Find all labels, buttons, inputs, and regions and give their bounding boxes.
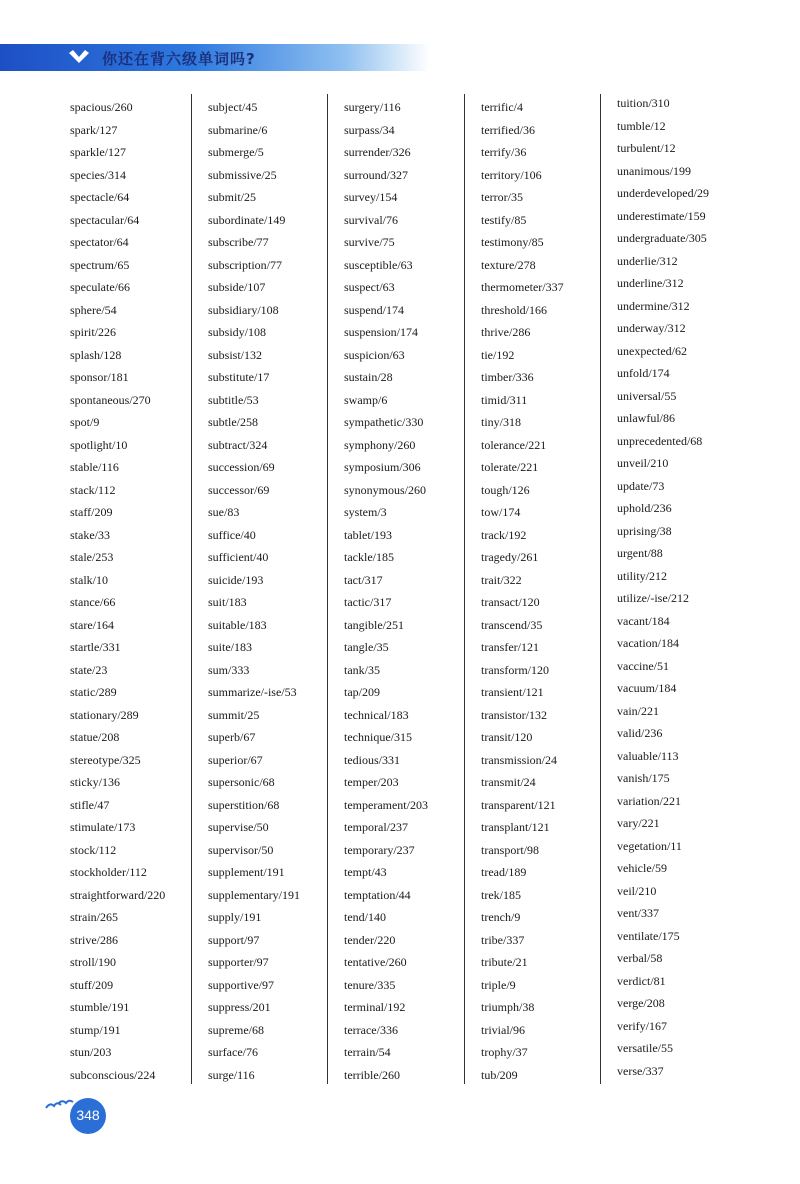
vocab-entry: transplant/121 [481,820,550,834]
vocab-entry: superior/67 [208,752,263,767]
vocab-entry: symphony/260 [344,437,416,452]
vocab-entry: stun/203 [70,1045,112,1059]
vocab-entry: tragedy/261 [481,550,539,564]
vocab-entry: surface/76 [208,1045,258,1059]
vocab-entry: underlie/312 [617,253,678,268]
vocab-entry: submissive/25 [208,167,277,182]
vocab-entry: trivial/96 [481,1022,525,1037]
vocab-entry: swamp/6 [344,392,388,407]
column-divider [600,94,601,1084]
vocab-entry: subtract/324 [208,437,268,452]
vocab-entry: versatile/55 [617,1041,673,1055]
vocab-entry: transit/120 [481,730,533,744]
vocab-entry: tenure/335 [344,977,396,992]
vocab-entry: staff/209 [70,505,113,519]
vocab-entry: surgery/116 [344,100,401,114]
vocab-entry: terrace/336 [344,1022,398,1037]
vocab-entry: speculate/66 [70,280,130,294]
vocab-entry: verbal/58 [617,951,663,965]
vocab-entry: tangle/35 [344,640,389,654]
vocab-entry: timber/336 [481,370,534,384]
vocab-entry: turbulent/12 [617,141,676,155]
vocab-entry: timid/311 [481,392,528,407]
vocab-entry: sphere/54 [70,302,117,317]
vocab-entry: transparent/121 [481,797,556,812]
vocab-entry: tread/189 [481,865,527,879]
vocab-entry: susceptible/63 [344,257,413,272]
vocab-entry: suit/183 [208,595,247,609]
vocab-entry: suite/183 [208,640,252,654]
vocab-entry: tiny/318 [481,415,522,429]
vocab-entry: terminal/192 [344,1000,406,1014]
vocab-entry: vehicle/59 [617,861,667,875]
vocab-entry: vacant/184 [617,613,670,628]
vocab-entry: suppress/201 [208,1000,271,1014]
vocab-entry: veil/210 [617,883,657,898]
vocab-entry: superb/67 [208,730,256,744]
vocab-entry: suicide/193 [208,572,264,587]
vocab-entry: valuable/113 [617,748,679,763]
vocab-entry: transfer/121 [481,640,539,654]
vocab-entry: tackle/185 [344,550,394,564]
vocab-entry: tempt/43 [344,865,387,879]
vocab-entry: stock/112 [70,842,117,857]
vocab-entry: summarize/-ise/53 [208,685,297,699]
vocab-entry: uphold/236 [617,501,672,515]
vocab-entry: support/97 [208,932,260,947]
vocab-entry: suspect/63 [344,280,395,294]
vocab-entry: supply/191 [208,910,262,924]
vocab-entry: verdict/81 [617,973,666,988]
vocab-entry: superstition/68 [208,797,280,812]
vocab-entry: supreme/68 [208,1022,264,1037]
vocab-entry: subsidiary/108 [208,302,279,317]
vocab-entry: subside/107 [208,280,266,294]
vocab-entry: temporal/237 [344,820,408,834]
vocab-entry: spirit/226 [70,325,117,339]
vocab-entry: sum/333 [208,662,250,677]
vocab-entry: unprecedented/68 [617,433,703,448]
vocab-entry: stifle/47 [70,797,110,812]
word-column-2 [208,96,338,1086]
vocab-entry: vacuum/184 [617,681,677,695]
vocab-entry: temperament/203 [344,797,428,812]
vocab-entry: system/3 [344,505,387,519]
vocab-entry: triumph/38 [481,1000,535,1014]
vocab-entry: tedious/331 [344,752,400,767]
vocab-entry: survival/76 [344,212,398,227]
checkmark-icon [68,49,90,67]
vocab-entry: strain/265 [70,910,118,924]
vocab-entry: temporary/237 [344,842,415,857]
vocab-entry: stalk/10 [70,572,108,587]
vocab-entry: undergraduate/305 [617,231,707,245]
vocab-entry: tribute/21 [481,955,528,969]
vocab-entry: stereotype/325 [70,752,141,767]
vocab-entry: valid/236 [617,726,663,740]
vocab-entry: underdeveloped/29 [617,186,709,200]
vocab-entry: spectrum/65 [70,257,130,272]
page-number: 348 [76,1107,100,1123]
word-column-4 [481,96,611,1086]
vocab-entry: underway/312 [617,321,686,335]
word-column-3 [344,96,474,1086]
vocab-entry: subject/45 [208,100,258,114]
vocab-entry: tolerance/221 [481,437,547,452]
vocab-entry: stake/33 [70,527,110,542]
vocab-entry: suffice/40 [208,527,256,542]
vocab-entry: transistor/132 [481,707,547,722]
vocab-entry: stimulate/173 [70,820,136,834]
page-number-badge [40,1096,120,1142]
vocab-entry: surround/327 [344,167,408,182]
vocab-entry: undermine/312 [617,298,690,313]
vocab-entry: supplement/191 [208,865,285,879]
vocab-entry: vaccine/51 [617,658,669,673]
vocab-entry: terrible/260 [344,1067,400,1082]
vocab-entry: ventilate/175 [617,928,680,943]
vocab-entry: succession/69 [208,460,275,474]
vocab-entry: submit/25 [208,190,257,204]
vocab-entry: technique/315 [344,730,412,744]
vocab-entry: tolerate/221 [481,460,539,474]
vocab-entry: successor/69 [208,482,270,497]
vocab-entry: tie/192 [481,347,515,362]
vocab-entry: tend/140 [344,910,386,924]
vocab-entry: transform/120 [481,662,549,677]
vocab-entry: vain/221 [617,703,659,718]
vocab-entry: stable/116 [70,460,119,474]
vocab-entry: tow/174 [481,505,521,519]
column-divider [191,94,192,1084]
vocab-entry: tangible/251 [344,617,404,632]
vocab-entry: verse/337 [617,1063,664,1078]
vocab-entry: survey/154 [344,190,398,204]
vocab-entry: sparkle/127 [70,145,126,159]
vocab-entry: supervisor/50 [208,842,274,857]
vocab-entry: sufficient/40 [208,550,269,564]
vocab-entry: stockholder/112 [70,865,147,879]
vocab-entry: tub/209 [481,1067,518,1082]
vocab-entry: uprising/38 [617,523,672,538]
vocab-entry: stuff/209 [70,977,114,992]
vocab-entry: subordinate/149 [208,212,286,227]
vocab-entry: subtitle/53 [208,392,259,407]
vocab-entry: tactic/317 [344,595,392,609]
vocab-entry: tender/220 [344,932,396,947]
vocab-entry: tumble/12 [617,118,666,133]
vocab-entry: statue/208 [70,730,120,744]
vocab-entry: supplementary/191 [208,887,300,902]
vocab-entry: threshold/166 [481,302,547,317]
vocab-entry: vacation/184 [617,636,679,650]
vocab-entry: stationary/289 [70,707,139,722]
vocab-entry: transact/120 [481,595,540,609]
vocab-entry: sustain/28 [344,370,393,384]
vocab-entry: subsidy/108 [208,325,267,339]
vocab-entry: transmission/24 [481,752,558,767]
vocab-entry: spectacle/64 [70,190,130,204]
vocab-entry: splash/128 [70,347,122,362]
vocab-entry: supersonic/68 [208,775,275,789]
vocab-entry: terrain/54 [344,1045,391,1059]
word-column-5 [617,92,747,1082]
vocab-entry: trench/9 [481,910,521,924]
vocab-entry: vent/337 [617,906,659,920]
vocab-entry: subscribe/77 [208,235,269,249]
vocab-entry: temper/203 [344,775,399,789]
vocab-entry: spectator/64 [70,235,129,249]
vocab-entry: tank/35 [344,662,380,677]
vocab-entry: symposium/306 [344,460,421,474]
vocab-entry: submerge/5 [208,145,264,159]
vocab-entry: subscription/77 [208,257,282,272]
vocab-entry: utilize/-ise/212 [617,591,689,605]
vocab-entry: static/289 [70,685,117,699]
vocab-entry: terrified/36 [481,122,535,137]
vocab-entry: update/73 [617,478,665,493]
vocab-entry: thermometer/337 [481,280,564,294]
vocab-entry: spectacular/64 [70,212,140,227]
vocab-entry: sue/83 [208,505,240,519]
vocab-entry: stump/191 [70,1022,121,1037]
vocab-entry: temptation/44 [344,887,411,902]
vocab-entry: suspension/174 [344,325,419,339]
vocab-entry: transport/98 [481,842,539,857]
vocab-entry: species/314 [70,167,126,182]
vocab-entry: surge/116 [208,1067,255,1082]
vocab-entry: unfold/174 [617,366,670,380]
column-divider [464,94,465,1084]
vocab-entry: verge/208 [617,996,665,1010]
vocab-entry: verify/167 [617,1018,667,1033]
vocab-entry: supporter/97 [208,955,269,969]
vocab-entry: stumble/191 [70,1000,130,1014]
vocab-entry: vegetation/11 [617,838,682,853]
vocab-entry: thrive/286 [481,325,531,339]
header-banner [0,44,430,71]
vocab-entry: straightforward/220 [70,887,166,902]
vocab-entry: trek/185 [481,887,521,902]
vocab-entry: subsist/132 [208,347,263,362]
vocab-entry: tribe/337 [481,932,525,947]
vocab-entry: sympathetic/330 [344,415,424,429]
vocab-entry: tablet/193 [344,527,392,542]
vocab-entry: suspend/174 [344,302,404,317]
vocab-entry: spotlight/10 [70,437,128,452]
vocab-entry: sticky/136 [70,775,120,789]
vocab-entry: unveil/210 [617,456,669,470]
vocab-entry: trait/322 [481,572,522,587]
vocab-entry: transmit/24 [481,775,536,789]
vocab-entry: spot/9 [70,415,100,429]
vocab-entry: state/23 [70,662,108,677]
vocab-entry: tap/209 [344,685,380,699]
vocab-entry: suitable/183 [208,617,267,632]
vocab-entry: surpass/34 [344,122,395,137]
vocab-entry: urgent/88 [617,546,663,560]
vocab-entry: testify/85 [481,212,527,227]
vocab-entry: utility/212 [617,568,668,583]
vocab-entry: stroll/190 [70,955,117,969]
vocab-entry: stance/66 [70,595,116,609]
vocab-entry: tough/126 [481,482,530,497]
vocab-entry: stare/164 [70,617,114,632]
vocab-entry: summit/25 [208,707,260,722]
column-divider [327,94,328,1084]
vocab-entry: vary/221 [617,816,660,830]
vocab-entry: transcend/35 [481,617,543,632]
vocab-entry: unexpected/62 [617,343,687,358]
vocab-entry: technical/183 [344,707,409,722]
header-title: 你还在背六级单词吗? [102,50,256,68]
vocab-entry: stack/112 [70,482,116,497]
vocab-entry: vanish/175 [617,771,670,785]
vocab-entry: triple/9 [481,977,516,992]
vocab-entry: suspicion/63 [344,347,405,362]
vocab-entry: variation/221 [617,793,681,808]
vocab-entry: spontaneous/270 [70,392,151,407]
vocab-entry: unlawful/86 [617,411,675,425]
vocab-entry: substitute/17 [208,370,270,384]
vocab-entry: submarine/6 [208,122,268,137]
vocab-entry: tentative/260 [344,955,407,969]
vocab-entry: testimony/85 [481,235,544,249]
word-column-1 [70,96,200,1086]
vocab-entry: universal/55 [617,388,677,403]
vocab-entry: terrify/36 [481,145,527,159]
vocab-entry: supportive/97 [208,977,274,992]
vocab-entry: terrific/4 [481,100,523,114]
vocab-entry: sponsor/181 [70,370,129,384]
vocab-entry: terror/35 [481,190,523,204]
vocab-entry: texture/278 [481,257,536,272]
vocab-entry: spacious/260 [70,100,133,114]
vocab-entry: underline/312 [617,276,684,290]
vocab-entry: tact/317 [344,572,383,587]
vocab-entry: supervise/50 [208,820,269,834]
vocab-entry: stale/253 [70,550,114,564]
vocab-entry: track/192 [481,527,527,542]
vocab-entry: underestimate/159 [617,208,706,223]
vocab-entry: startle/331 [70,640,121,654]
vocab-entry: unanimous/199 [617,163,691,178]
vocab-entry: transient/121 [481,685,544,699]
vocab-entry: synonymous/260 [344,482,427,497]
vocab-entry: trophy/37 [481,1045,528,1059]
vocab-entry: territory/106 [481,167,542,182]
vocab-entry: spark/127 [70,122,118,137]
vocab-entry: survive/75 [344,235,395,249]
vocab-entry: subtle/258 [208,415,258,429]
vocab-entry: tuition/310 [617,96,670,110]
vocab-entry: strive/286 [70,932,118,947]
vocab-entry: subconscious/224 [70,1067,156,1082]
vocab-entry: surrender/326 [344,145,411,159]
